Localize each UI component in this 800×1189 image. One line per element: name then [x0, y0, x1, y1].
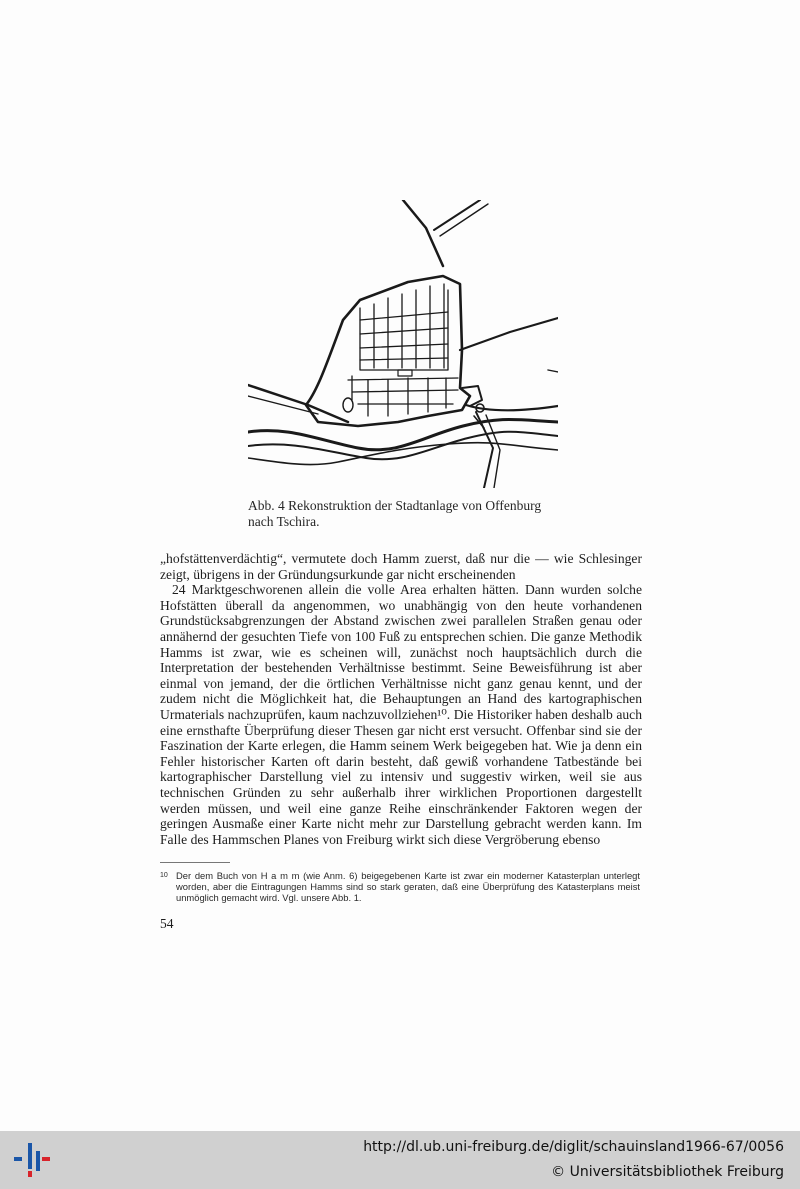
- city-plan-figure: [248, 200, 558, 488]
- source-url-link[interactable]: http://dl.ub.uni-freiburg.de/diglit/schauinsland1966-67/0056: [363, 1139, 784, 1155]
- body-text: [160, 551, 642, 847]
- figure-caption: [248, 498, 608, 530]
- caption-line-2: nach Tschira.: [248, 514, 320, 529]
- footnote: [160, 870, 642, 903]
- footnote-text: Der dem Buch von H a m m (wie Anm. 6) beigegebenen Karte ist zwar ein moderner Katasterplan unterlegt worden, aber die Eintragungen Hamms sind so stark geraten, daß eine Überprüfung des Katasterplans meist unmöglich gemacht wird. Vgl. unsere Abb. 1.: [176, 870, 640, 903]
- footer-bar: [0, 1131, 800, 1189]
- copyright-notice: © Universitätsbibliothek Freiburg: [551, 1164, 784, 1180]
- paragraph-2: 24 Marktgeschworenen allein die volle Area erhalten hätten. Dann wurden solche Hofstätten überall da angenommen, wo unabhängig von den heute vorhandenen Grundstücksabgrenzungen der Abstand zwischen zwei parallelen Straßen genau oder annähernd der gesuchten Tiefe von 100 Fuß zu entsprechen schien. Die ganze Methodik Hamms ist zwar, wie es scheinen will, zunächst noch hauptsächlich durch die Interpretation der bestehenden Verhältnisse bestimmt. Seine Beweisführung ist aber einmal von jemand, der die örtlichen Verhältnisse nicht ganz genau kennt, und der zudem nicht die Möglichkeit hat, die Behauptungen an Hand des kartographischen Urmaterials nachzuprüfen, kaum nachzuvollziehen¹⁰. Die Historiker haben deshalb auch eine ernsthafte Überprüfung dieser Thesen gar nicht erst versucht. Offenbar sind sie der Faszination der Karte erlegen, die Hamm seinem Werk beigegeben hat. Wie ja denn ein Fehler historischer Karten oft darin besteht, daß gewiß vorhandene Tatbestände bei kartographischer Darstellung viel zu intensiv und suggestiv wirken, weil sie aus technischen Gründen zu sehr außerhalb ihrer wirklichen Proportionen dargestellt werden müssen, und weil eine ganze Reihe einschränkender Faktoren wegen der geringen Ausmaße einer Karte nicht mehr zur Darstellung gebracht werden kann. Im Falle des Hammschen Planes von Freiburg wirkt sich diese Vergröberung ebenso: [160, 582, 642, 847]
- ub-freiburg-logo-icon: [12, 1141, 52, 1179]
- paragraph-1: „hofstättenverdächtig“, vermutete doch Hamm zuerst, daß nur die — wie Schlesinger zeigt, übrigens in der Gründungsurkunde gar nicht erscheinenden: [160, 551, 642, 582]
- page-number: 54: [160, 916, 174, 931]
- offenburg-map-illustration: [248, 200, 558, 488]
- caption-line-1: Abb. 4 Rekonstruktion der Stadtanlage von Offenburg: [248, 498, 542, 513]
- footnote-divider: [160, 862, 230, 863]
- footnote-number: 10: [160, 872, 168, 879]
